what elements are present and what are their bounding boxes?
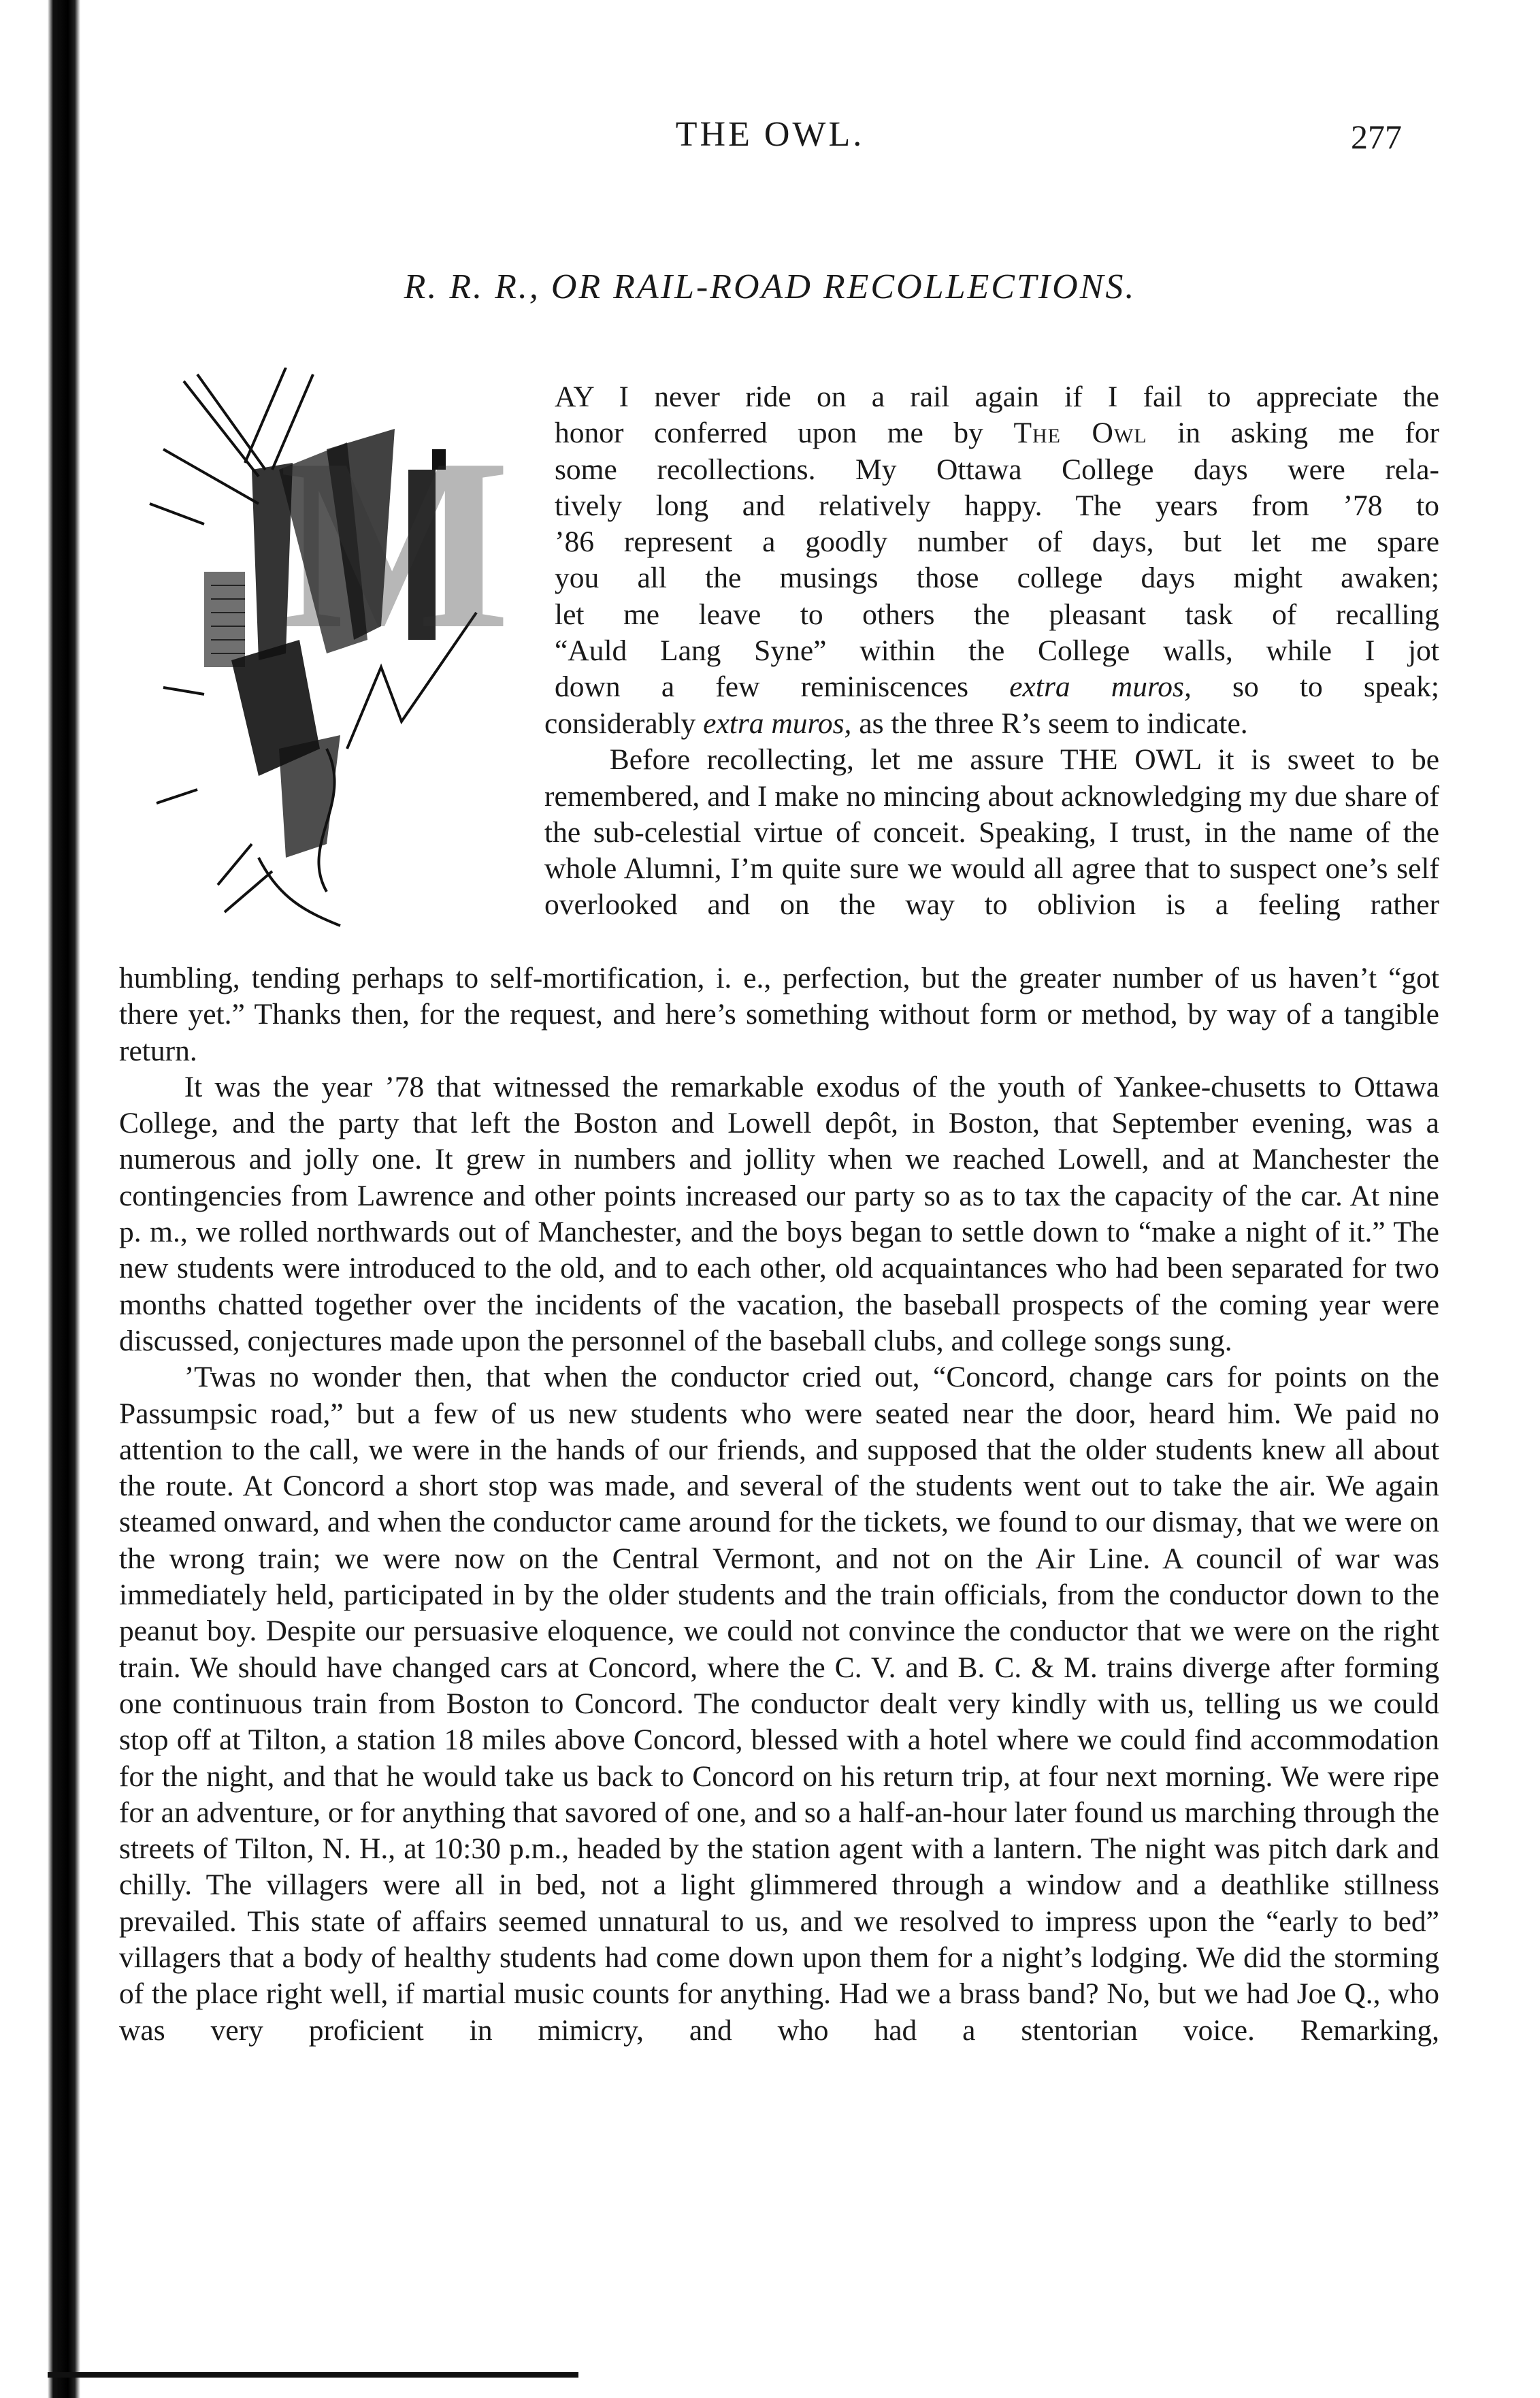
intro-line-9: down a few reminiscences extra muros, so to speak; (555, 670, 1439, 704)
intro-line-8: “Auld Lang Syne” within the College walls, while I jot (555, 634, 1439, 668)
intro-line-3: some recollections. My Ottawa College days were rela- (555, 453, 1439, 486)
dropcap-letter: M (279, 408, 510, 679)
paragraph-3: It was the year ’78 that witnessed the remarkable exodus of the youth of Yankee-chusetts to Ottawa College, and the party that left the Boston and Lowell depôt, in Boston, that September evening, was a numerous and jolly one. It grew in numbers and jollity when we reached Lowell, and at Manchester the contingencies from Lawrence and other points increased our party so as to tax the capacity of the car. At nine p. m., we rolled northwards out of Manchester, and the boys began to settle down to “make a night of it.” The new students were introduced to the old, and to each other, old acquaintances who had been separated for two months chatted together over the incidents of the vacation, the baseball prospects of the coming year were discussed, conjectures made upon the personnel of the baseball clubs, and college songs sung. (119, 1070, 1439, 1357)
intro-line-4: tively long and relatively happy. The years from ’78 to (555, 489, 1439, 522)
binding-edge (0, 0, 80, 2398)
running-title: THE OWL. (675, 115, 865, 154)
bottom-rule (48, 2372, 578, 2378)
intro-line-10: considerably extra muros, as the three R’s seem to indicate. (544, 707, 1248, 740)
intro-line-2: honor conferred upon me by The Owl in asking me for (555, 417, 1439, 450)
intro-line-7: let me leave to others the pleasant task of recalling (555, 598, 1439, 631)
intro-line-1: AY I never ride on a rail again if I fail to appreciate the (555, 380, 1439, 413)
intro-paragraph-continued (544, 706, 1439, 924)
page-number: 277 (1351, 118, 1402, 156)
paragraph-4: ’Twas no wonder then, that when the conductor cried out, “Concord, change cars for points on the Passumpsic road,” but a few of us new students who were seated near the door, heard him. We paid no attention to the call, we were in the hands of our friends, and supposed that the older students knew all about the route. At Concord a short stop was made, and several of the students went out to take the air. We again steamed onward, and when the conductor came around for the tickets, we found to our dismay, that we were on the wrong train; we were now on the Central Vermont, and not on the Air Line. A council of war was immediately held, participated in by the older students and the train officials, from the conductor down to the peanut boy. Despite our persuasive eloquence, we could not convince the conductor that we were on the right train. We should have changed cars at Concord, where the C. V. and B. C. & M. trains diverge after forming one continuous train from Boston to Concord. The conductor dealt very kindly with us, telling us we could stop off at Tilton, a station 18 miles above Concord, blessed with a hotel where we could find accommodation for the night, and that he would take us back to Concord on his return trip, at four next morning. We were ripe for an adventure, or for anything that savored of one, and so a half-an-hour later found us marching through the streets of Tilton, N. H., at 10:30 p.m., headed by the station agent with a lantern. The night was pitch dark and chilly. The villagers were all in bed, not a light glimmered through a window and a deathlike stillness prevailed. This state of affairs seemed unnatural to us, and we resolved to impress upon the “early to bed” villagers that a body of healthy students had come down upon them for a night’s lodging. We did the storming of the place right well, if martial music counts for anything. Had we a brass band? No, but we had Joe Q., who was very proficient in mimicry, and who had a stentorian voice. Remarking, (119, 1361, 1439, 2047)
paragraph-2-narrow: Before recollecting, let me assure THE OWL it is sweet to be remembered, and I make no mincing about acknowledging my due share of the sub-celestial virtue of conceit. Speaking, I trust, in the name of the whole Alumni, I’m quite sure we would all agree that to suspect one’s self overlooked and on the way to oblivion is a feeling rather (544, 743, 1439, 922)
paragraph-2-full: humbling, tending perhaps to self-mortification, i. e., perfection, but the greater number of us haven’t “got there yet.” Thanks then, for the request, and here’s something without form or method, by way of a tangible return. (119, 962, 1439, 1067)
intro-line-5: ’86 represent a goodly number of days, but let me spare (555, 525, 1439, 559)
article-title: R. R. R., OR RAIL-ROAD RECOLLECTIONS. (404, 268, 1136, 306)
intro-paragraph (555, 379, 1439, 706)
article-body (119, 960, 1439, 2049)
illustrated-dropcap (122, 368, 531, 946)
intro-line-6: you all the musings those college days might awaken; (555, 562, 1439, 595)
